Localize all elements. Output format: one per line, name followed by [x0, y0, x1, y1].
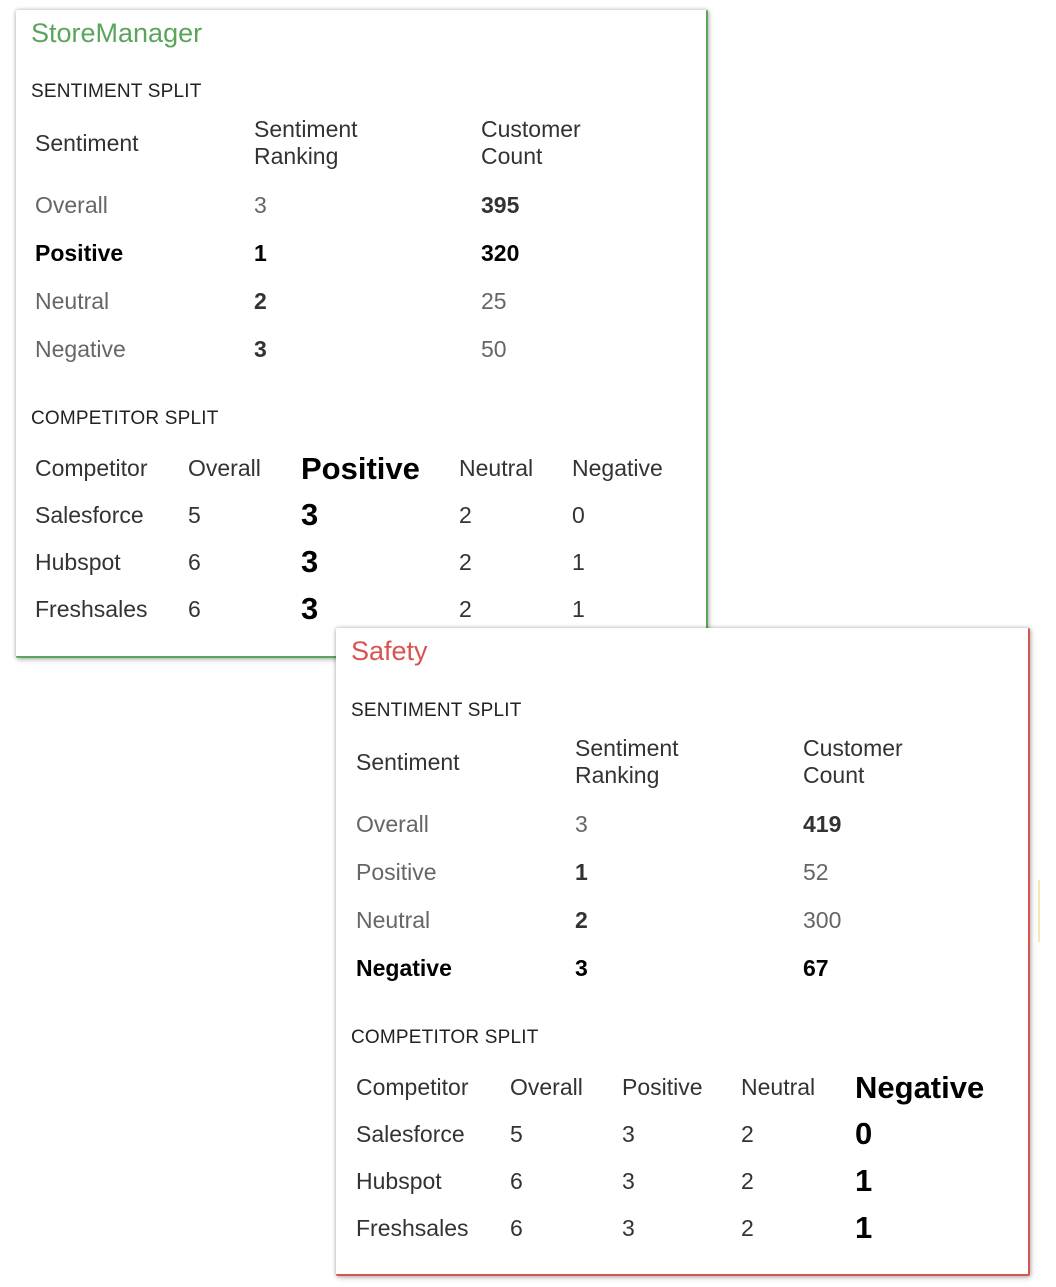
competitor-neutral: 2 [459, 502, 472, 528]
competitor-positive: 3 [622, 1215, 635, 1241]
competitor-neutral: 2 [741, 1168, 754, 1194]
competitor-split-label: COMPETITOR SPLIT [31, 408, 219, 429]
ranking-neutral: 2 [254, 288, 267, 314]
header-negative: Negative [572, 455, 663, 481]
ranking-neutral: 2 [575, 907, 588, 933]
count-negative: 50 [481, 336, 507, 362]
count-neutral: 300 [803, 907, 842, 933]
competitor-neutral: 2 [459, 549, 472, 575]
sentiment-split-label: SENTIMENT SPLIT [351, 700, 522, 721]
competitor-negative: 1 [855, 1163, 873, 1198]
header-sentiment: Sentiment [356, 749, 460, 775]
competitor-negative: 0 [855, 1116, 873, 1151]
header-competitor: Competitor [35, 455, 148, 481]
header-neutral: Neutral [741, 1074, 816, 1100]
competitor-positive: 3 [301, 591, 319, 626]
ranking-overall: 3 [254, 192, 267, 218]
competitor-name: Freshsales [35, 596, 148, 622]
header-ranking-line2: Ranking [254, 143, 339, 169]
competitor-negative: 0 [572, 502, 585, 528]
count-positive: 52 [803, 859, 829, 885]
card-title: StoreManager [31, 18, 203, 48]
competitor-positive: 3 [622, 1121, 635, 1147]
competitor-name: Freshsales [356, 1215, 469, 1241]
competitor-overall: 6 [188, 549, 201, 575]
competitor-positive: 3 [301, 497, 319, 532]
sentiment-neutral: Neutral [356, 907, 431, 933]
sentiment-negative: Negative [35, 336, 126, 362]
count-overall: 419 [803, 811, 842, 837]
sentiment-overall: Overall [356, 811, 429, 837]
header-ranking-line1: Sentiment [254, 116, 358, 142]
card-title: Safety [351, 636, 428, 666]
competitor-positive: 3 [301, 544, 319, 579]
header-neutral: Neutral [459, 455, 534, 481]
competitor-overall: 6 [188, 596, 201, 622]
competitor-name: Salesforce [35, 502, 144, 528]
header-ranking-line1: Sentiment [575, 735, 679, 761]
competitor-positive: 3 [622, 1168, 635, 1194]
header-count-line2: Count [803, 762, 865, 788]
ranking-positive: 1 [254, 240, 267, 266]
header-count-line1: Customer [481, 116, 581, 142]
header-positive: Positive [301, 451, 420, 486]
header-negative: Negative [855, 1070, 985, 1105]
ranking-positive: 1 [575, 859, 588, 885]
competitor-overall: 6 [510, 1168, 523, 1194]
competitor-split-label: COMPETITOR SPLIT [351, 1027, 539, 1048]
competitor-name: Hubspot [35, 549, 121, 575]
sentiment-split-label: SENTIMENT SPLIT [31, 81, 202, 102]
competitor-name: Hubspot [356, 1168, 442, 1194]
competitor-negative: 1 [572, 596, 585, 622]
header-positive: Positive [622, 1074, 703, 1100]
count-overall: 395 [481, 192, 520, 218]
ranking-negative: 3 [254, 336, 267, 362]
header-ranking-line2: Ranking [575, 762, 660, 788]
competitor-overall: 5 [510, 1121, 523, 1147]
competitor-overall: 5 [188, 502, 201, 528]
competitor-name: Salesforce [356, 1121, 465, 1147]
storemanager-card [16, 10, 708, 658]
competitor-neutral: 2 [741, 1121, 754, 1147]
sentiment-positive: Positive [356, 859, 437, 885]
ranking-negative: 3 [575, 955, 588, 981]
sentiment-positive: Positive [35, 240, 124, 266]
count-negative: 67 [803, 955, 829, 981]
safety-card [336, 628, 1030, 1276]
header-competitor: Competitor [356, 1074, 469, 1100]
header-count-line2: Count [481, 143, 543, 169]
competitor-negative: 1 [572, 549, 585, 575]
count-positive: 320 [481, 240, 520, 266]
header-sentiment: Sentiment [35, 130, 139, 156]
competitor-neutral: 2 [459, 596, 472, 622]
competitor-overall: 6 [510, 1215, 523, 1241]
edge-highlight [1038, 880, 1040, 942]
competitor-negative: 1 [855, 1210, 873, 1245]
sentiment-negative: Negative [356, 955, 452, 981]
header-overall: Overall [188, 455, 261, 481]
ranking-overall: 3 [575, 811, 588, 837]
sentiment-overall: Overall [35, 192, 108, 218]
header-count-line1: Customer [803, 735, 903, 761]
count-neutral: 25 [481, 288, 507, 314]
header-overall: Overall [510, 1074, 583, 1100]
sentiment-neutral: Neutral [35, 288, 110, 314]
competitor-neutral: 2 [741, 1215, 754, 1241]
